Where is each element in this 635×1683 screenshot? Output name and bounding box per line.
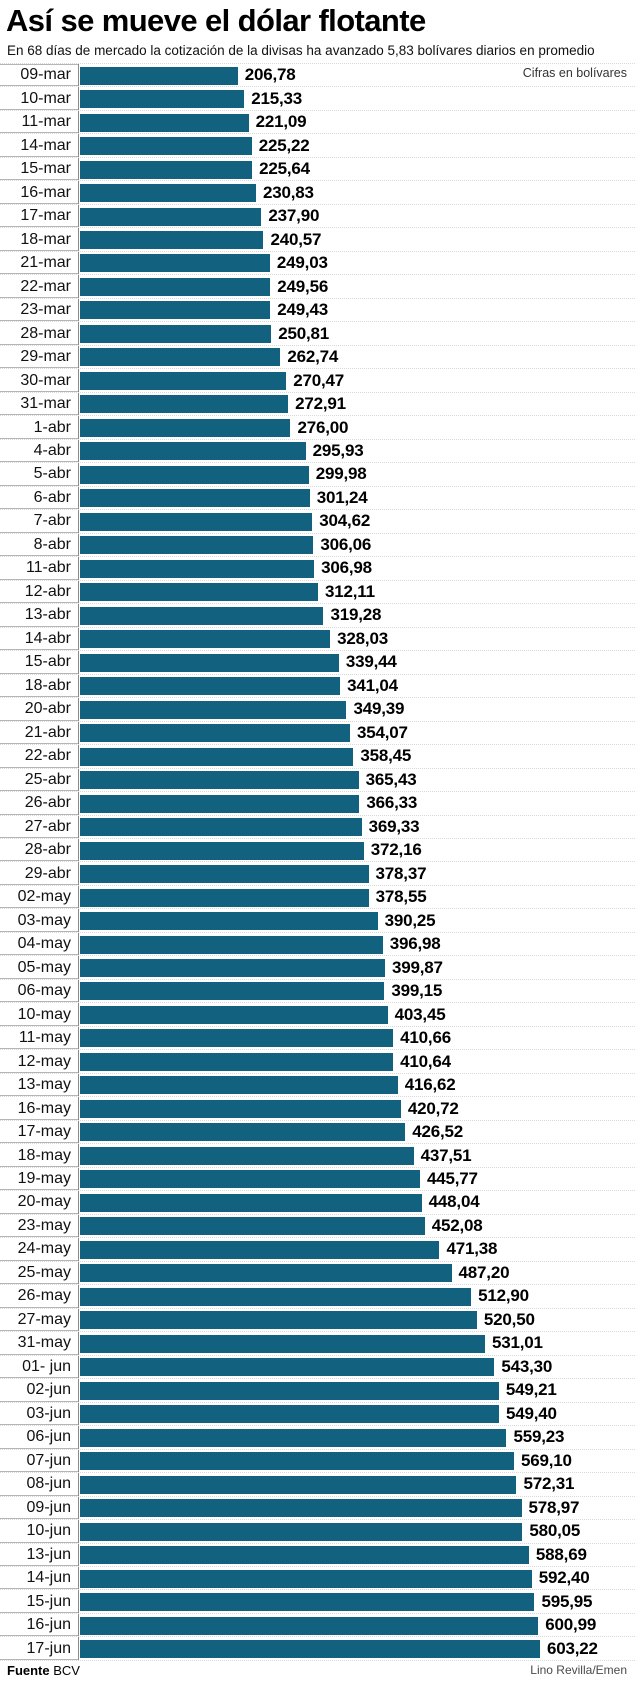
- bar: [80, 1311, 477, 1329]
- bar-row: [0, 838, 635, 861]
- bar-row: [0, 627, 635, 650]
- footer: [0, 1659, 635, 1683]
- bar: [80, 1523, 522, 1541]
- value-label: 512,90: [478, 1286, 529, 1306]
- bar: [80, 372, 286, 390]
- bar: [80, 583, 318, 601]
- bar: [80, 137, 252, 155]
- value-label: 448,04: [428, 1192, 480, 1212]
- date-label: 10-jun: [0, 1520, 79, 1542]
- value-label: 349,39: [353, 699, 405, 719]
- bar-row: [0, 932, 635, 955]
- bar-row: [0, 1167, 635, 1190]
- value-label: 531,01: [491, 1333, 543, 1353]
- bar: [80, 161, 252, 179]
- value-label: 578,97: [528, 1497, 580, 1517]
- date-label: 22-mar: [0, 275, 79, 297]
- bar: [80, 630, 330, 648]
- bar: [80, 1429, 506, 1447]
- date-label: 29-mar: [0, 346, 79, 368]
- date-label: 17-may: [0, 1121, 79, 1143]
- date-label: 25-abr: [0, 769, 79, 791]
- value-label: 249,43: [277, 300, 329, 320]
- chart-rows: [0, 63, 635, 1661]
- bar: [80, 513, 312, 531]
- date-label: 13-jun: [0, 1544, 79, 1566]
- value-label: 549,21: [505, 1380, 557, 1400]
- bar-row: [0, 979, 635, 1002]
- value-label: 543,30: [501, 1356, 553, 1376]
- bar: [80, 278, 270, 296]
- date-label: 18-mar: [0, 228, 79, 250]
- bar: [80, 1053, 393, 1071]
- value-label: 595,95: [541, 1591, 593, 1611]
- value-label: 304,62: [319, 511, 371, 531]
- bar: [80, 489, 310, 507]
- date-label: 13-may: [0, 1074, 79, 1096]
- date-label: 16-may: [0, 1097, 79, 1119]
- bar-row: [0, 580, 635, 603]
- value-label: 416,62: [404, 1075, 456, 1095]
- date-label: 02-may: [0, 886, 79, 908]
- date-label: 08-jun: [0, 1473, 79, 1495]
- date-label: 23-mar: [0, 299, 79, 321]
- bar: [80, 1194, 422, 1212]
- date-label: 06-may: [0, 980, 79, 1002]
- date-label: 28-abr: [0, 839, 79, 861]
- bar-row: [0, 1496, 635, 1519]
- bar: [80, 1006, 388, 1024]
- date-label: 03-jun: [0, 1403, 79, 1425]
- bar-row: [0, 321, 635, 344]
- value-label: 603,22: [547, 1638, 598, 1658]
- bar: [80, 536, 313, 554]
- date-label: 16-mar: [0, 181, 79, 203]
- value-label: 272,91: [295, 394, 346, 414]
- source: [7, 1663, 80, 1678]
- bar-row: [0, 1026, 635, 1049]
- bar-row: [0, 415, 635, 438]
- bar: [80, 842, 364, 860]
- value-label: 580,05: [529, 1521, 581, 1541]
- value-label: 437,51: [420, 1145, 472, 1165]
- value-label: 215,33: [251, 88, 302, 108]
- date-label: 04-may: [0, 933, 79, 955]
- date-label: 12-may: [0, 1050, 79, 1072]
- date-label: 19-may: [0, 1168, 79, 1190]
- bar-row: [0, 204, 635, 227]
- value-label: 270,47: [293, 370, 345, 390]
- bar-row: [0, 650, 635, 673]
- value-label: 426,52: [412, 1122, 464, 1142]
- bar: [80, 1170, 420, 1188]
- bar-row: [0, 791, 635, 814]
- date-label: 7-abr: [0, 510, 79, 532]
- bar-row: [0, 1449, 635, 1472]
- value-label: 569,10: [521, 1450, 572, 1470]
- date-label: 28-mar: [0, 322, 79, 344]
- bar-row: [0, 133, 635, 156]
- value-label: 341,04: [347, 675, 398, 695]
- value-label: 403,45: [394, 1004, 446, 1024]
- date-label: 11-mar: [0, 111, 79, 133]
- page-title: Así se mueve el dólar flotante: [6, 3, 426, 38]
- bar-row: [0, 815, 635, 838]
- date-label: 09-mar: [0, 64, 79, 86]
- date-label: 1-abr: [0, 416, 79, 438]
- bar: [80, 771, 359, 789]
- date-label: 22-abr: [0, 745, 79, 767]
- bar: [80, 607, 323, 625]
- value-label: 354,07: [357, 722, 408, 742]
- bar: [80, 1029, 393, 1047]
- bar: [80, 67, 238, 85]
- bar-row: [0, 1261, 635, 1284]
- bar: [80, 114, 249, 132]
- bar-row: [0, 697, 635, 720]
- bar-row: [0, 1425, 635, 1448]
- bar-row: [0, 1190, 635, 1213]
- date-label: 24-may: [0, 1238, 79, 1260]
- value-label: 299,98: [315, 464, 367, 484]
- date-label: 21-abr: [0, 722, 79, 744]
- bar: [80, 560, 314, 578]
- date-label: 17-mar: [0, 205, 79, 227]
- bar-row: [0, 674, 635, 697]
- bar-row: [0, 227, 635, 250]
- credit: Lino Revilla/Emen: [530, 1663, 627, 1677]
- bar-row: [0, 908, 635, 931]
- bar: [80, 818, 362, 836]
- value-label: 249,03: [276, 253, 328, 273]
- value-label: 378,55: [375, 887, 427, 907]
- date-label: 05-may: [0, 956, 79, 978]
- bar: [80, 419, 290, 437]
- bar: [80, 1382, 499, 1400]
- value-label: 592,40: [538, 1568, 590, 1588]
- value-label: 396,98: [389, 934, 441, 954]
- value-label: 249,56: [277, 276, 329, 296]
- bar: [80, 1358, 494, 1376]
- bar-row: [0, 439, 635, 462]
- bar-row: [0, 1472, 635, 1495]
- date-label: 03-may: [0, 909, 79, 931]
- bar: [80, 1452, 514, 1470]
- bar-row: [0, 721, 635, 744]
- bar: [80, 301, 270, 319]
- value-label: 399,15: [391, 981, 443, 1001]
- date-label: 18-abr: [0, 675, 79, 697]
- value-label: 250,81: [278, 323, 330, 343]
- bar: [80, 1546, 529, 1564]
- bar-row: [0, 556, 635, 579]
- value-label: 306,98: [321, 558, 372, 578]
- value-label: 230,83: [263, 182, 314, 202]
- bar-row: [0, 1284, 635, 1307]
- source-name: BCV: [53, 1662, 80, 1678]
- bar-row: [0, 603, 635, 626]
- value-label: 366,33: [366, 793, 418, 813]
- value-label: 549,40: [505, 1403, 557, 1423]
- subtitle: En 68 días de mercado la cotización de la divisas ha avanzado 5,83 bolívares diarios en promedio: [7, 43, 595, 58]
- bar: [80, 865, 369, 883]
- bar: [80, 1570, 532, 1588]
- date-label: 27-may: [0, 1309, 79, 1331]
- bar: [80, 325, 271, 343]
- bar: [80, 1100, 401, 1118]
- value-label: 445,77: [426, 1169, 478, 1188]
- bar-row: [0, 1096, 635, 1119]
- bar-row: [0, 1378, 635, 1401]
- bar-row: [0, 1143, 635, 1166]
- date-label: 11-abr: [0, 557, 79, 579]
- bar-row: [0, 1237, 635, 1260]
- header: [0, 0, 635, 63]
- bar-row: [0, 1519, 635, 1542]
- bar: [80, 701, 346, 719]
- bar-row: [0, 345, 635, 368]
- value-label: 358,45: [360, 746, 412, 766]
- bar: [80, 912, 378, 930]
- bar-row: [0, 180, 635, 203]
- value-label: 471,38: [446, 1239, 498, 1259]
- bar: [80, 1217, 425, 1235]
- date-label: 23-may: [0, 1215, 79, 1237]
- date-label: 15-abr: [0, 651, 79, 673]
- value-label: 306,06: [320, 534, 372, 554]
- bar-row: [0, 1073, 635, 1096]
- bar: [80, 1335, 485, 1353]
- bar-row: [0, 533, 635, 556]
- value-label: 225,22: [258, 135, 310, 155]
- value-label: 295,93: [312, 440, 364, 460]
- bar: [80, 466, 309, 484]
- value-label: 452,08: [431, 1215, 483, 1235]
- date-label: 12-abr: [0, 581, 79, 603]
- bar: [80, 231, 263, 249]
- value-label: 410,64: [400, 1051, 451, 1071]
- bar: [80, 1617, 538, 1635]
- bar-row: [0, 1402, 635, 1425]
- bar-row: [0, 955, 635, 978]
- bar: [80, 1499, 522, 1517]
- bar-row: [0, 768, 635, 791]
- date-label: 09-jun: [0, 1497, 79, 1519]
- date-label: 10-mar: [0, 87, 79, 109]
- bar: [80, 348, 280, 366]
- bar: [80, 1241, 439, 1259]
- bar-row: [0, 298, 635, 321]
- value-label: 237,90: [268, 206, 320, 226]
- value-label: 301,24: [316, 487, 368, 507]
- date-label: 18-may: [0, 1144, 79, 1166]
- date-label: 31-mar: [0, 393, 79, 415]
- value-label: 390,25: [384, 910, 436, 930]
- bar-row: [0, 462, 635, 485]
- bar: [80, 959, 385, 977]
- bar-row: [0, 486, 635, 509]
- date-label: 30-mar: [0, 369, 79, 391]
- date-label: 15-mar: [0, 158, 79, 180]
- bar-row: [0, 274, 635, 297]
- date-label: 17-jun: [0, 1637, 79, 1659]
- bar-row: [0, 157, 635, 180]
- date-label: 4-abr: [0, 440, 79, 462]
- bar: [80, 90, 244, 108]
- value-label: 572,31: [523, 1474, 575, 1494]
- bar-row: [0, 1636, 635, 1659]
- bar: [80, 889, 369, 907]
- bar: [80, 184, 256, 202]
- bar-row: [0, 744, 635, 767]
- value-label: 262,74: [287, 347, 339, 367]
- value-label: 312,11: [325, 581, 375, 601]
- value-label: 221,09: [255, 112, 307, 132]
- bar: [80, 395, 288, 413]
- value-label: 225,64: [259, 159, 310, 179]
- bar-row: [0, 1355, 635, 1378]
- bar-row: [0, 1589, 635, 1612]
- bar-row: [0, 251, 635, 274]
- bar: [80, 748, 353, 766]
- date-label: 26-may: [0, 1285, 79, 1307]
- bar: [80, 654, 339, 672]
- value-label: 206,78: [244, 65, 296, 85]
- bar-row: [0, 1543, 635, 1566]
- bar: [80, 936, 383, 954]
- date-label: 14-abr: [0, 628, 79, 650]
- bar: [80, 1123, 405, 1141]
- value-label: 276,00: [297, 417, 349, 437]
- value-label: 399,87: [391, 957, 443, 977]
- bar: [80, 1147, 414, 1165]
- bar: [80, 982, 384, 1000]
- bar-row: [0, 861, 635, 884]
- value-label: 328,03: [337, 628, 388, 648]
- value-label: 410,66: [400, 1028, 451, 1048]
- bar: [80, 1264, 452, 1282]
- bar: [80, 795, 359, 813]
- bar-row: [0, 1308, 635, 1331]
- date-label: 11-may: [0, 1027, 79, 1049]
- bar-row: [0, 1120, 635, 1143]
- bar-chart: [0, 63, 635, 1661]
- date-label: 6-abr: [0, 487, 79, 509]
- date-label: 26-abr: [0, 792, 79, 814]
- value-label: 420,72: [407, 1098, 459, 1118]
- bar-row: [0, 885, 635, 908]
- value-label: 600,99: [545, 1615, 597, 1635]
- bar-row: [0, 110, 635, 133]
- bar-row: [0, 392, 635, 415]
- date-label: 21-mar: [0, 252, 79, 274]
- value-label: 559,23: [513, 1427, 565, 1447]
- value-label: 588,69: [535, 1544, 587, 1564]
- date-label: 20-abr: [0, 698, 79, 720]
- bar: [80, 724, 350, 742]
- value-label: 240,57: [270, 229, 322, 249]
- date-label: 25-may: [0, 1262, 79, 1284]
- date-label: 01- jun: [0, 1356, 79, 1378]
- bar: [80, 1405, 499, 1423]
- date-label: 31-may: [0, 1332, 79, 1354]
- date-label: 13-abr: [0, 604, 79, 626]
- bar-row: [0, 86, 635, 109]
- date-label: 02-jun: [0, 1379, 79, 1401]
- value-label: 487,20: [458, 1262, 510, 1282]
- bar: [80, 1288, 471, 1306]
- bar: [80, 1593, 534, 1611]
- unit-note: Cifras en bolívares: [522, 66, 627, 80]
- bar: [80, 1476, 516, 1494]
- bar: [80, 1640, 540, 1658]
- date-label: 16-jun: [0, 1614, 79, 1636]
- value-label: 372,16: [370, 840, 422, 860]
- date-label: 07-jun: [0, 1450, 79, 1472]
- date-label: 14-mar: [0, 134, 79, 156]
- date-label: 10-may: [0, 1003, 79, 1025]
- bar-row: [0, 1214, 635, 1237]
- bar-row: [0, 368, 635, 391]
- bar: [80, 677, 340, 695]
- date-label: 8-abr: [0, 534, 79, 556]
- date-label: 29-abr: [0, 862, 79, 884]
- bar: [80, 1076, 398, 1094]
- date-label: 15-jun: [0, 1590, 79, 1612]
- bar-row: [0, 1566, 635, 1589]
- bar: [80, 208, 261, 226]
- bar-row: [0, 1049, 635, 1072]
- value-label: 319,28: [330, 605, 382, 625]
- date-label: 20-may: [0, 1191, 79, 1213]
- value-label: 369,33: [368, 816, 420, 836]
- value-label: 339,44: [345, 652, 397, 672]
- date-label: 5-abr: [0, 463, 79, 485]
- date-label: 27-abr: [0, 816, 79, 838]
- value-label: 520,50: [483, 1309, 535, 1329]
- bar: [80, 442, 306, 460]
- date-label: 14-jun: [0, 1567, 79, 1589]
- date-label: 06-jun: [0, 1426, 79, 1448]
- bar-row: [0, 1331, 635, 1354]
- bar: [80, 254, 270, 272]
- bar-row: [0, 509, 635, 532]
- bar-row: [0, 1002, 635, 1025]
- value-label: 378,37: [375, 863, 427, 883]
- value-label: 365,43: [365, 769, 417, 789]
- bar-row: [0, 1613, 635, 1636]
- source-label: Fuente: [7, 1662, 50, 1678]
